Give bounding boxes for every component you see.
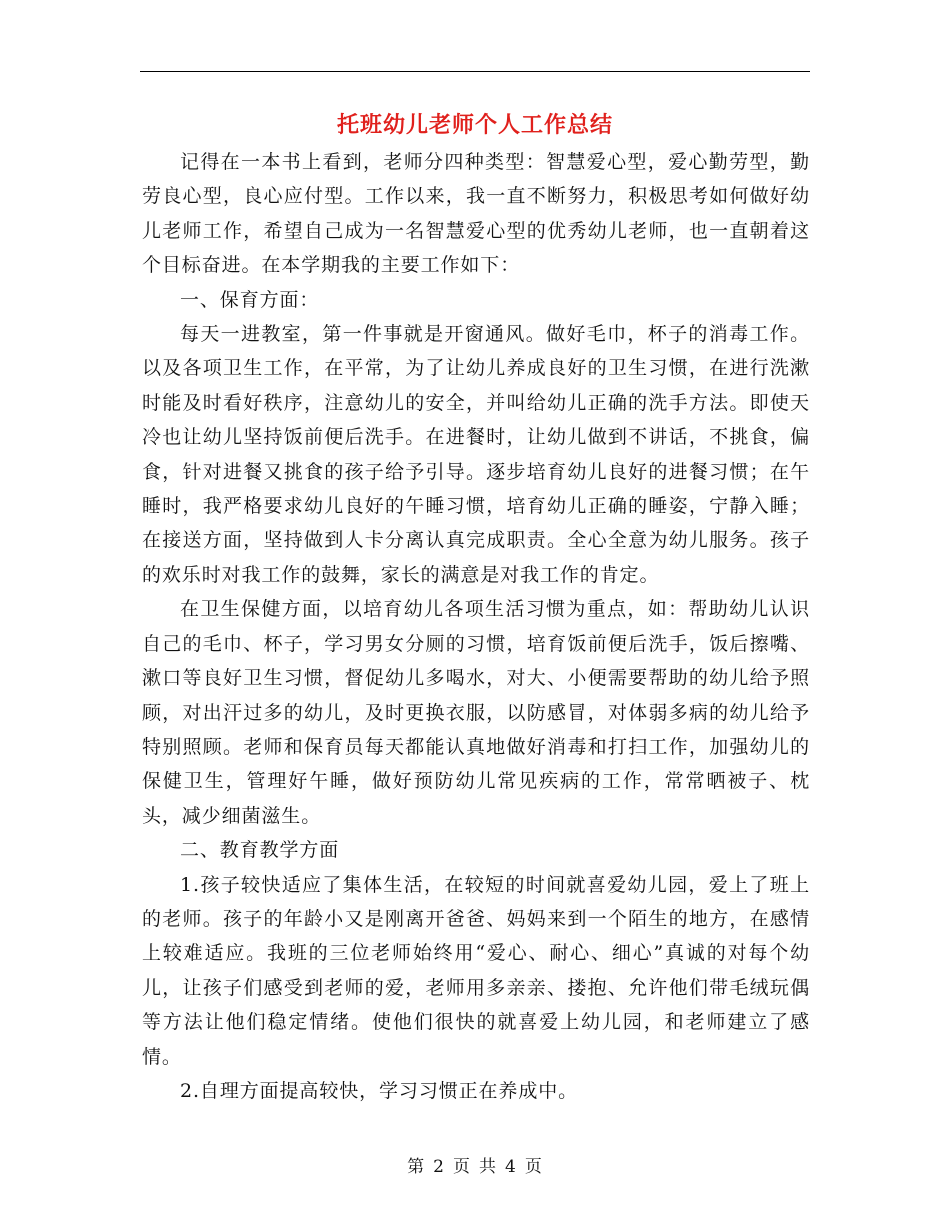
footer-label-total: 共	[479, 1157, 497, 1177]
document-body	[142, 145, 810, 1108]
footer-label-page: 第	[407, 1157, 426, 1177]
paragraph-adaptation: 1.孩子较快适应了集体生活，在较短的时间就喜爱幼儿园，爱上了班上的老师。孩子的年龄小又是刚离开爸爸、妈妈来到一个陌生的地方，在感情上较难适应。我班的三位老师始终用“爱心、耐心、细心”真诚的对每个幼儿，让孩子们感受到老师的爱，老师用多亲亲、搂抱、允许他们带毛绒玩偶等方法让他们稳定情绪。使他们很快的就喜爱上幼儿园，和老师建立了感情。	[142, 873, 810, 1068]
paragraph-health-care: 在卫生保健方面，以培育幼儿各项生活习惯为重点，如：帮助幼儿认识自己的毛巾、杯子，学习男女分厕的习惯，培育饭前便后洗手，饭后擦嘴、漱口等良好卫生习惯，督促幼儿多喝水，对大、小便需要帮助的幼儿给予照顾，对出汗过多的幼儿，及时更换衣服，以防感冒，对体弱多病的幼儿给予特别照顾。老师和保育员每天都能认真地做好消毒和打扫工作，加强幼儿的保健卫生，管理好午睡，做好预防幼儿常见疾病的工作，常常晒被子、枕头，减少细菌滋生。	[142, 598, 810, 827]
header-rule	[140, 71, 810, 72]
footer-label-page-unit: 页	[453, 1157, 471, 1177]
paragraph-intro: 记得在一本书上看到，老师分四种类型：智慧爱心型，爱心勤劳型，勤劳良心型，良心应付型。工作以来，我一直不断努力，积极思考如何做好幼儿老师工作，希望自己成为一名智慧爱心型的优秀幼儿老师，也一直朝着这个目标奋进。在本学期我的主要工作如下：	[142, 151, 810, 277]
footer-current-page: 2	[433, 1157, 445, 1177]
document-title: 托班幼儿老师个人工作总结	[336, 112, 613, 138]
paragraph-daily-care: 每天一进教室，第一件事就是开窗通风。做好毛巾，杯子的消毒工作。以及各项卫生工作，在平常，为了让幼儿养成良好的卫生习惯，在进行洗漱时能及时看好秩序，注意幼儿的安全，并叫给幼儿正确的洗手方法。即使天冷也让幼儿坚持饭前便后洗手。在进餐时，让幼儿做到不讲话，不挑食，偏食，针对进餐又挑食的孩子给予引导。逐步培育幼儿良好的进餐习惯；在午睡时，我严格要求幼儿良好的午睡习惯，培育幼儿正确的睡姿，宁静入睡；在接送方面，坚持做到人卡分离认真完成职责。全心全意为幼儿服务。孩子的欢乐时对我工作的鼓舞，家长的满意是对我工作的肯定。	[142, 323, 810, 586]
footer-label-total-unit: 页	[524, 1157, 543, 1177]
heading-teaching: 二、教育教学方面	[180, 839, 340, 862]
footer-total-pages: 4	[505, 1157, 517, 1177]
heading-care: 一、保育方面：	[180, 288, 320, 311]
paragraph-self-care: 2.自理方面提高较快，学习习惯正在养成中。	[180, 1079, 579, 1102]
page-footer	[0, 1152, 950, 1177]
